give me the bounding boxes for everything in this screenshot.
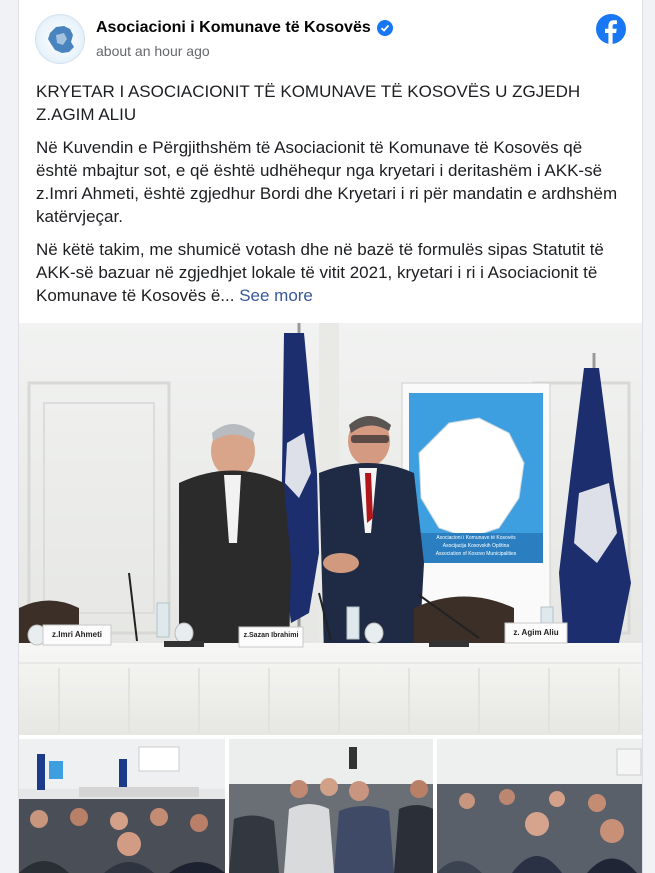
main-photo[interactable] — [19, 323, 643, 735]
photo-thumbnail-3[interactable] — [437, 739, 643, 873]
post-paragraph-2 — [36, 238, 626, 307]
banner-line-3: Association of Kosovo Municipalities — [435, 551, 517, 557]
kosovo-map-logo-icon — [36, 15, 85, 64]
banner-line-1: Asociacioni i Komunave të Kosovës — [436, 535, 516, 541]
banner-line-2: Asocijacija Kosovskih Opština — [442, 543, 510, 549]
post-card — [18, 0, 643, 873]
post-paragraph-2-text: Në këtë takim, me shumicë votash dhe në bazë të formulës sipas Statutit të AKK-së bazuar në zgjedhjet lokale të vitit 2021, kryetari i ri i Asociacionit të Komunave të Kosovës ë... — [36, 240, 604, 305]
facebook-icon[interactable] — [596, 14, 626, 44]
page-avatar[interactable] — [35, 14, 85, 64]
see-more-link[interactable]: See more — [239, 286, 313, 305]
verified-badge-icon — [377, 20, 393, 36]
banner-text — [411, 534, 541, 558]
photo-thumbnail-2[interactable] — [229, 739, 433, 873]
handshake-photo — [19, 323, 643, 735]
post-paragraph-1: Në Kuvendin e Përgjithshëm të Asociacionit të Komunave të Kosovës që është mbajtur sot, e që është udhëhequr nga kryetari i deritashëm i AKK-së z.Imri Ahmeti, është zgjedhur Bordi dhe Kryetari i ri për mandatin e ardhshëm katërvjeçar. — [36, 138, 618, 226]
post-header — [19, 0, 642, 70]
post-body — [19, 70, 642, 307]
post-headline: KRYETAR I ASOCIACIONIT TË KOMUNAVE TË KOSOVËS U ZGJEDH Z.AGIM ALIU — [36, 82, 581, 124]
page-name-row — [96, 19, 393, 37]
photo-thumbnail-1[interactable] — [19, 739, 225, 873]
nameplate-3: z. Agim Aliu — [513, 628, 559, 637]
post-timestamp[interactable]: about an hour ago — [96, 43, 210, 59]
page-name[interactable]: Asociacioni i Komunave të Kosovës — [96, 19, 371, 36]
photo-grid — [19, 739, 643, 873]
nameplate-2: z.Sazan Ibrahimi — [243, 632, 299, 639]
nameplate-1: z.Imri Ahmeti — [52, 630, 102, 639]
